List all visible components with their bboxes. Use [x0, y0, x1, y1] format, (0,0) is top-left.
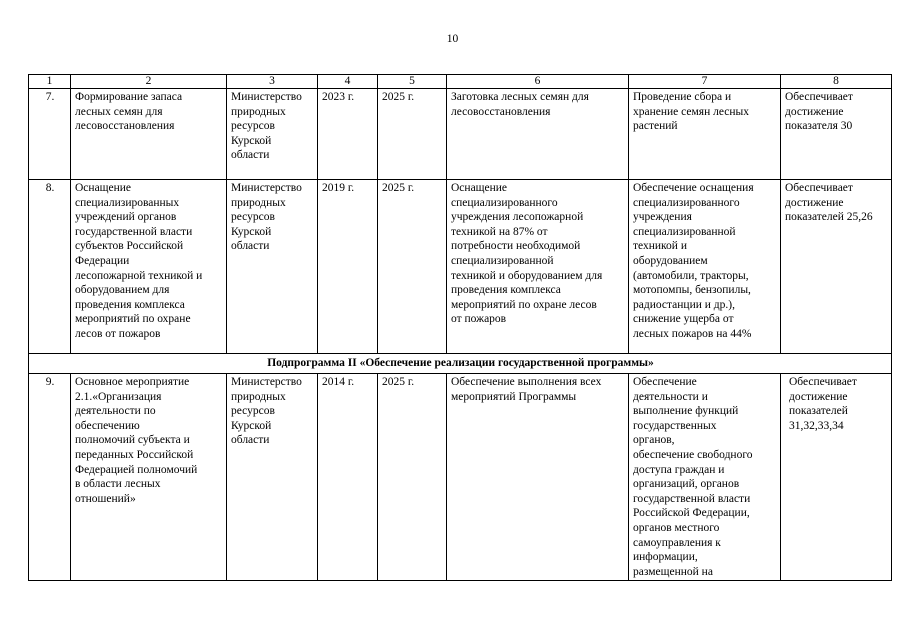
column-header: 5: [378, 75, 447, 89]
executor: Министерство природных ресурсов Курской области: [227, 180, 318, 354]
expected-result: Заготовка лесных семян для лесовосстановления: [447, 89, 629, 180]
indicator-link: Обеспечивает достижение показателей 31,32,33,34: [781, 374, 892, 581]
end-year: 2025 г.: [378, 180, 447, 354]
row-number: 9.: [29, 374, 71, 581]
measure-content: Проведение сбора и хранение семян лесных растений: [629, 89, 781, 180]
program-table: [28, 74, 892, 581]
subprogram-title: Подпрограмма II «Обеспечение реализации государственной программы»: [29, 354, 892, 374]
measure-name: Формирование запаса лесных семян для лесовосстановления: [71, 89, 227, 180]
table-row: [29, 89, 892, 180]
column-header: 3: [227, 75, 318, 89]
subprogram-row: [29, 354, 892, 374]
executor: Министерство природных ресурсов Курской области: [227, 89, 318, 180]
column-header: 4: [318, 75, 378, 89]
row-number: 8.: [29, 180, 71, 354]
column-header: 6: [447, 75, 629, 89]
executor: Министерство природных ресурсов Курской области: [227, 374, 318, 581]
page-number: 10: [446, 33, 459, 45]
measure-name: Оснащение специализированных учреждений органов государственной власти субъектов Российской Федерации лесопожарной техникой и оборудованием для проведения комплекса мероприятий по охране лесов от пожаров: [71, 180, 227, 354]
expected-result: Обеспечение выполнения всех мероприятий Программы: [447, 374, 629, 581]
column-header: 1: [29, 75, 71, 89]
column-header: 2: [71, 75, 227, 89]
start-year: 2014 г.: [318, 374, 378, 581]
row-number: 7.: [29, 89, 71, 180]
start-year: 2019 г.: [318, 180, 378, 354]
column-header: 8: [781, 75, 892, 89]
start-year: 2023 г.: [318, 89, 378, 180]
measure-content: Обеспечение оснащения специализированного учреждения специализированной техникой и оборудованием (автомобили, тракторы, мотопомпы, бензопилы, радиостанции и др.), снижение ущерба от лесных пожаров на 44%: [629, 180, 781, 354]
expected-result: Оснащение специализированного учреждения лесопожарной техникой на 87% от потребности необходимой специализированной техникой и оборудованием для проведения комплекса мероприятий по охране лесов от пожаров: [447, 180, 629, 354]
table-row: [29, 374, 892, 581]
measure-content: Обеспечение деятельности и выполнение функций государственных органов, обеспечение свободного доступа граждан и организаций, органов государственной власти Российской Федерации, органов местного самоуправления к информации, размещенной на: [629, 374, 781, 581]
indicator-link: Обеспечивает достижение показателя 30: [781, 89, 892, 180]
table-row: [29, 180, 892, 354]
end-year: 2025 г.: [378, 374, 447, 581]
measure-name: Основное мероприятие 2.1.«Организация деятельности по обеспечению полномочий субъекта и переданных Российской Федерацией полномочий в области лесных отношений»: [71, 374, 227, 581]
column-header: 7: [629, 75, 781, 89]
header-row: [29, 75, 892, 89]
indicator-link: Обеспечивает достижение показателей 25,26: [781, 180, 892, 354]
end-year: 2025 г.: [378, 89, 447, 180]
